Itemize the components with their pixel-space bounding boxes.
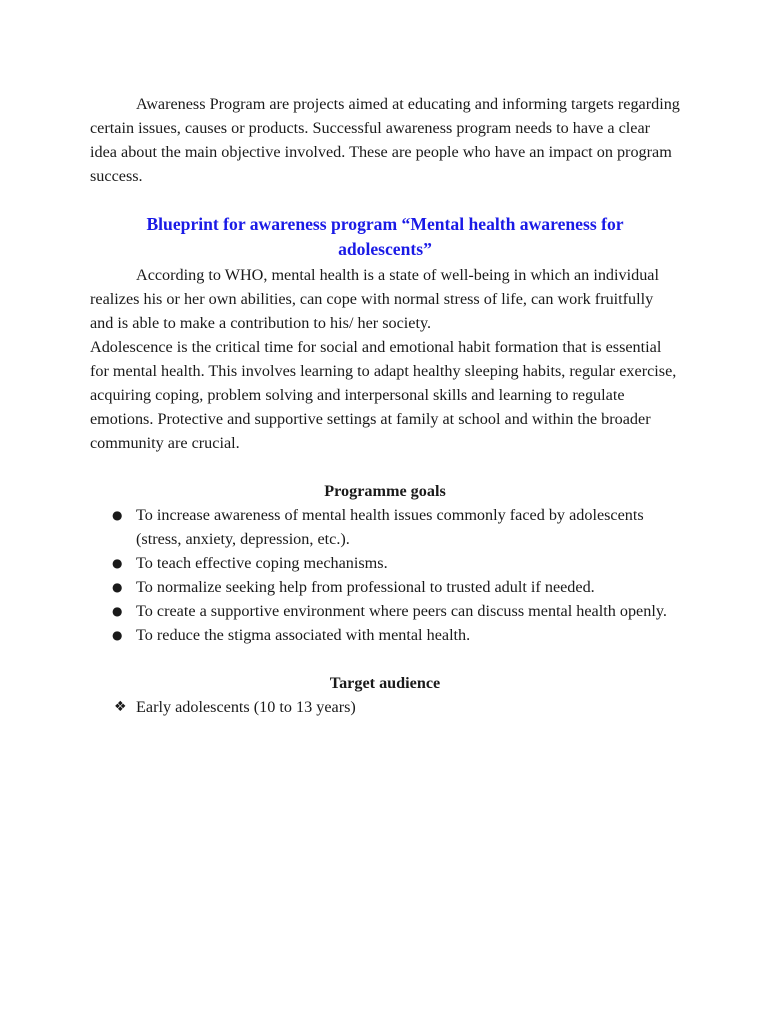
blueprint-title — [90, 212, 680, 262]
intro-paragraph: Awareness Program are projects aimed at educating and informing targets regarding certain issues, causes or products. Successful awareness program needs to have a clear idea about the main objective involved. These are people who have an impact on program success. — [90, 95, 680, 185]
goal-item — [90, 575, 680, 599]
bullet-icon: ● — [112, 604, 123, 618]
programme-goals-heading: Programme goals — [324, 482, 446, 500]
target-audience-list — [90, 695, 680, 719]
bullet-icon: ● — [112, 580, 123, 594]
bullet-icon: ● — [112, 556, 123, 570]
goal-item — [90, 503, 680, 551]
target-audience-heading: Target audience — [329, 674, 441, 692]
goal-text: To create a supportive environment where peers can discuss mental health openly. — [136, 602, 667, 620]
programme-goals-list — [90, 503, 680, 647]
bullet-icon: ● — [112, 628, 123, 642]
diamond-bullet-icon: ❖ — [114, 699, 127, 715]
goal-text: To increase awareness of mental health issues commonly faced by adolescents (stress, anxiety, depression, etc.). — [136, 506, 644, 548]
document-page — [90, 92, 680, 719]
spacer — [90, 455, 680, 479]
goal-text: To teach effective coping mechanisms. — [136, 554, 388, 572]
adolescence-paragraph: Adolescence is the critical time for social and emotional habit formation that is essential for mental health. This involves learning to adapt healthy sleeping habits, regular exercise, acquiring coping, problem solving and interpersonal skills and learning to regulate emotions. Protective and supportive settings at family at school and within the broader community are crucial. — [90, 338, 677, 452]
audience-item — [90, 695, 680, 719]
audience-text: Early adolescents (10 to 13 years) — [136, 698, 356, 716]
spacer — [90, 647, 680, 671]
goal-item — [90, 599, 680, 623]
blueprint-title-line-2: adolescents” — [338, 239, 432, 259]
who-definition-paragraph: According to WHO, mental health is a state of well-being in which an individual realizes his or her own abilities, can cope with normal stress of life, can work fruitfully and is able to make a contribution to his/ her society. — [90, 266, 659, 332]
goal-text: To reduce the stigma associated with mental health. — [136, 626, 471, 644]
bullet-icon: ● — [112, 508, 123, 522]
goal-item — [90, 551, 680, 575]
blueprint-title-line-1: Blueprint for awareness program “Mental health awareness for — [146, 214, 624, 234]
goal-text: To normalize seeking help from professional to trusted adult if needed. — [136, 578, 595, 596]
goal-item — [90, 623, 680, 647]
